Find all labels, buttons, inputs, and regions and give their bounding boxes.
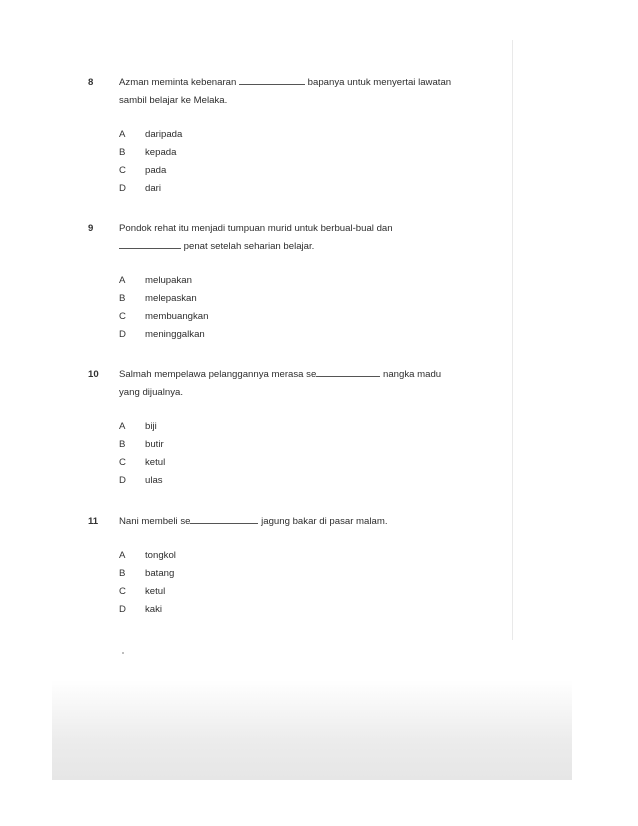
question-9: [88, 220, 518, 344]
option-a[interactable]: [119, 126, 518, 144]
option-c[interactable]: [119, 308, 518, 326]
option-d[interactable]: [119, 472, 518, 490]
question-text: Salmah mempelawa pelanggannya merasa se: [119, 369, 317, 380]
question-8: [88, 74, 518, 198]
option-text: ketul: [145, 586, 166, 597]
scan-speck: [122, 652, 124, 654]
option-d[interactable]: [119, 601, 518, 619]
option-text: melepaskan: [145, 293, 197, 304]
question-text-line-1: Pondok rehat itu menjadi tumpuan murid untuk berbual-bual dan: [119, 223, 393, 234]
option-text: biji: [145, 421, 157, 432]
option-text: kaki: [145, 604, 163, 615]
question-number: 10: [88, 369, 99, 380]
option-b[interactable]: [119, 144, 518, 162]
question-text: nangka madu: [383, 369, 442, 380]
option-text: kepada: [145, 147, 177, 158]
question-text: Azman meminta kebenaran: [119, 77, 237, 88]
option-b[interactable]: [119, 436, 518, 454]
answer-blank: [119, 238, 181, 249]
option-letter: A: [119, 129, 126, 140]
option-d[interactable]: [119, 180, 518, 198]
option-text: ketul: [145, 457, 166, 468]
question-number: 11: [88, 516, 99, 527]
option-d[interactable]: [119, 326, 518, 344]
option-a[interactable]: [119, 418, 518, 436]
option-letter: B: [119, 293, 126, 304]
option-b[interactable]: [119, 565, 518, 583]
option-list: [119, 126, 518, 198]
question-text-line-2: [119, 238, 518, 256]
option-text: ulas: [145, 475, 163, 486]
option-letter: D: [119, 329, 126, 340]
option-letter: A: [119, 275, 126, 286]
option-c[interactable]: [119, 454, 518, 472]
option-list: [119, 547, 518, 619]
option-text: meninggalkan: [145, 329, 205, 340]
option-a[interactable]: [119, 547, 518, 565]
question-number: 8: [88, 77, 94, 88]
option-list: [119, 272, 518, 344]
option-letter: D: [119, 183, 126, 194]
scan-shadow: [52, 680, 572, 780]
option-letter: D: [119, 475, 126, 486]
option-letter: A: [119, 421, 126, 432]
question-10: [88, 366, 518, 490]
option-b[interactable]: [119, 290, 518, 308]
option-list: [119, 418, 518, 490]
question-text: bapanya untuk menyertai lawatan: [307, 77, 452, 88]
option-letter: C: [119, 311, 126, 322]
option-text: daripada: [145, 129, 183, 140]
question-text-line-2: yang dijualnya.: [119, 387, 184, 398]
option-letter: D: [119, 604, 126, 615]
question-text-line-1: [119, 366, 518, 384]
option-text: tongkol: [145, 550, 176, 561]
question-text: Nani membeli se: [119, 516, 191, 527]
option-letter: B: [119, 147, 126, 158]
question-text: jagung bakar di pasar malam.: [261, 516, 388, 527]
option-text: dari: [145, 183, 161, 194]
option-letter: C: [119, 457, 126, 468]
option-text: pada: [145, 165, 167, 176]
option-letter: C: [119, 586, 126, 597]
option-letter: B: [119, 568, 126, 579]
option-letter: C: [119, 165, 126, 176]
option-letter: B: [119, 439, 126, 450]
answer-blank: [239, 74, 305, 85]
question-text-line-1: [119, 513, 518, 531]
question-text: penat setelah seharian belajar.: [183, 241, 315, 252]
question-number: 9: [88, 223, 94, 234]
question-11: [88, 513, 518, 619]
option-text: butir: [145, 439, 164, 450]
option-text: membuangkan: [145, 311, 209, 322]
option-c[interactable]: [119, 162, 518, 180]
answer-blank: [190, 513, 258, 524]
option-text: melupakan: [145, 275, 192, 286]
answer-blank: [316, 366, 380, 377]
question-text-line-1: [119, 74, 518, 92]
option-text: batang: [145, 568, 175, 579]
option-c[interactable]: [119, 583, 518, 601]
option-letter: A: [119, 550, 126, 561]
question-text-line-2: sambil belajar ke Melaka.: [119, 95, 228, 106]
option-a[interactable]: [119, 272, 518, 290]
